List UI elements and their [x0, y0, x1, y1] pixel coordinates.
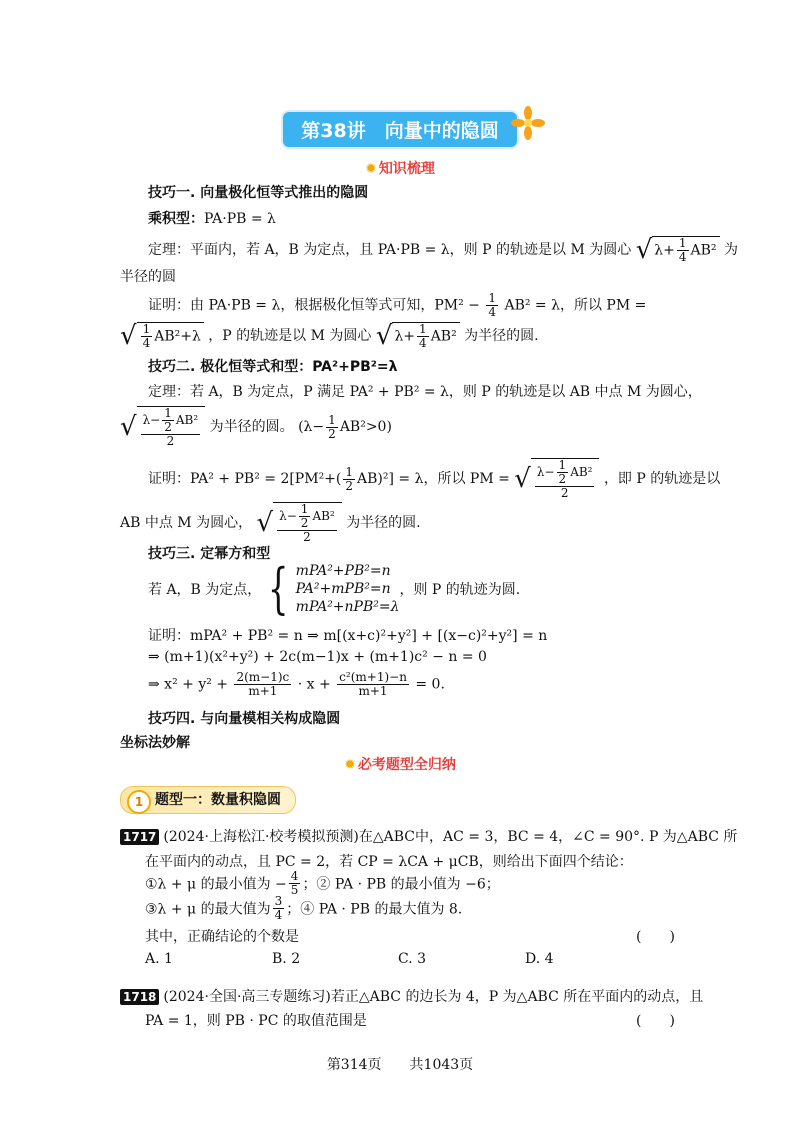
technique-3-proof-line1: 证明：mPA² + PB² = n ⇒ m[(x+c)²+y²] + [(x−c)²+y²] = n	[148, 628, 548, 644]
technique-3-heading: 技巧三. 定幂方和型	[148, 546, 271, 562]
flower-icon	[511, 106, 545, 140]
question-1717-line1: 1717 (2024·上海松江·校考模拟预测)在△ABC中，AC = 3，BC = 4，∠C = 90°. P 为△ABC 所	[120, 826, 737, 846]
type-number: 1	[127, 790, 151, 814]
technique-2-proof: 证明：PA² + PB² = 2[PM²+( $\frac{1}{2}$ AB)²] = λ，所以 PM = √ λ− $\frac{1}{2}$ AB² 2 ，即 P 的轨迹是以	[148, 458, 721, 500]
technique-4-heading: 技巧四. 与向量模相关构成隐圆	[148, 711, 341, 727]
question-1718-line1: 1718 (2024·全国·高三专题练习)若正△ABC 的边长为 4，P 为△ABC 所在平面内的动点，且	[120, 986, 703, 1006]
lecture-title	[283, 112, 516, 147]
section-heading-question-types: ✹ 必考题型全归纳	[344, 757, 456, 773]
technique-1-theorem: 定理：平面内，若 A，B 为定点，且 PA·PB = λ，则 P 的轨迹是以 M 为圆心 √ λ+ $\frac{1}{4}$ AB² 为	[148, 235, 738, 265]
question-1717-line4: ③λ + μ 的最大值为 $\frac{3}{4}$ ；④ PA · PB 的最大值为 8.	[145, 894, 463, 922]
technique-3-proof-line2: ⇒ (m+1)(x²+y²) + 2c(m−1)x + (m+1)c² − n = 0	[148, 649, 487, 665]
section-heading-knowledge: ✹ 知识梳理	[365, 161, 435, 177]
type-label: 题型一：数量积隐圆	[155, 792, 281, 808]
option-a: A. 1	[145, 951, 173, 967]
question-number: 1718	[120, 989, 159, 1005]
technique-1-proof-cont: √ $\frac{1}{4}$ AB²+λ ，P 的轨迹是以 M 为圆心 √ λ+ $\frac{1}{4}$ AB² 为半径的圆.	[120, 321, 539, 351]
question-1718-line2: PA = 1，则 PB · PC 的取值范围是	[145, 1013, 367, 1029]
question-1717-line5: 其中，正确结论的个数是	[145, 929, 299, 945]
technique-3-statement: 若 A，B 为定点， { mPA²+PB²=n PA²+mPB²=n mPA²+nPB²=λ，则 P 的轨迹为圆.	[148, 557, 521, 620]
question-type-badge	[120, 786, 296, 814]
option-b: B. 2	[272, 951, 301, 967]
technique-1-proof: 证明：由 PA·PB = λ，根据极化恒等式可知，PM² − $\frac{1}{4}$ AB² = λ，所以 PM =	[148, 291, 647, 319]
answer-bracket: ( )	[636, 929, 675, 945]
technique-1-type: 乘积型：PA·PB = λ	[148, 211, 276, 227]
technique-3-proof-line3: ⇒ x² + y² + $\frac{2(m-1)c}{m+1}$ · x + $\frac{\text{c²(m+1)−n}}{m+1}$ = 0.	[148, 670, 445, 698]
sun-icon: ✹	[365, 161, 377, 177]
technique-2-proof-cont: AB 中点 M 为圆心， √ λ− $\frac{1}{2}$ AB² 2 为半径的圆.	[120, 502, 421, 544]
lecture-title-text: 第38讲 向量中的隐圆	[301, 120, 499, 142]
technique-2-theorem: 定理：若 A，B 为定点，P 满足 PA² + PB² = λ，则 P 的轨迹是以 AB 中点 M 为圆心，	[148, 384, 702, 400]
title-container	[0, 112, 800, 147]
sun-icon: ✹	[344, 757, 356, 773]
option-c: C. 3	[398, 951, 427, 967]
question-1717-line3: ①λ + μ 的最小值为 − $\frac{4}{5}$ ；② PA · PB 的最小值为 −6；	[145, 869, 500, 897]
coordinate-method-heading: 坐标法妙解	[120, 735, 190, 751]
question-1717-line2: 在平面内的动点，且 PC = 2，若 CP = λCA + μCB，则给出下面四个结论：	[145, 854, 633, 870]
technique-1-heading: 技巧一. 向量极化恒等式推出的隐圆	[148, 185, 369, 201]
answer-bracket: ( )	[636, 1013, 675, 1029]
technique-1-theorem-cont: 半径的圆	[120, 269, 176, 285]
technique-2-theorem-cont: √ λ− $\frac{1}{2}$ AB² 2 为半径的圆。 (λ− $\frac{1}{2}$ AB²>0)	[120, 406, 392, 448]
page-footer: 第314页 共1043页	[326, 1057, 474, 1073]
technique-2-heading: 技巧二. 极化恒等式和型：PA²+PB²=λ	[148, 359, 398, 375]
option-d: D. 4	[525, 951, 554, 967]
question-number: 1717	[120, 829, 159, 845]
